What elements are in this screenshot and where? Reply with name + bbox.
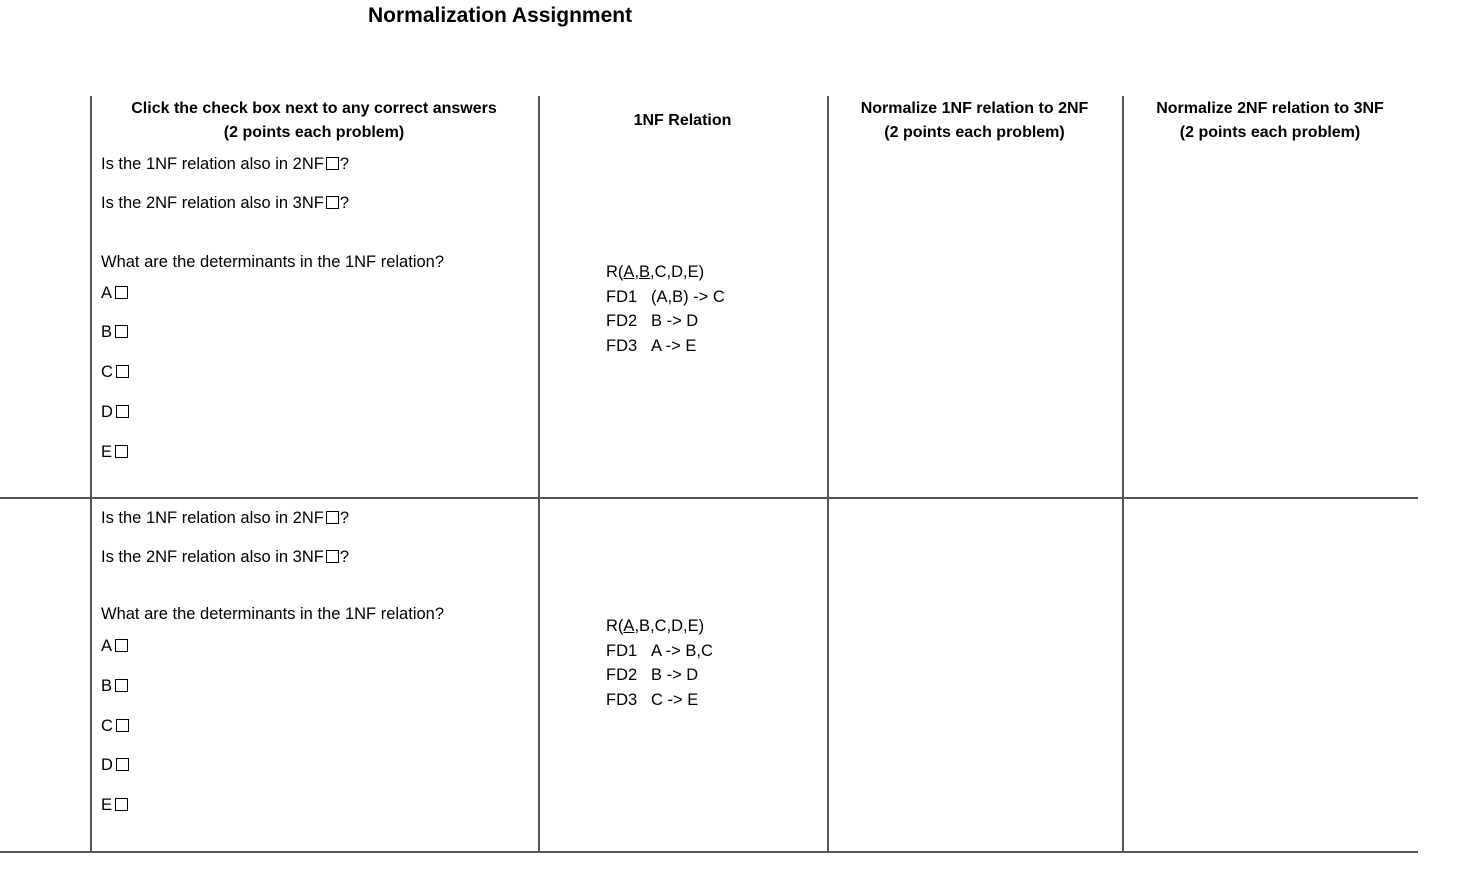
fd-label: FD2 <box>606 312 638 330</box>
key-attribute: B <box>639 263 651 281</box>
header-normalize-2nf <box>827 97 1122 145</box>
table-border-left <box>90 96 92 852</box>
option-label: B <box>101 323 113 341</box>
question-2nf <box>101 508 349 528</box>
relation-schema: R(A,B,C,D,E) <box>606 263 705 281</box>
page-title: Normalization Assignment <box>368 4 633 27</box>
option-label: A <box>101 637 113 655</box>
question-2nf-text: Is the 1NF relation also in 2NF <box>101 155 324 173</box>
relation-schema: R(A,B,C,D,E) <box>606 617 705 635</box>
fd-label: FD3 <box>606 336 638 355</box>
checkbox-3nf[interactable] <box>326 196 339 209</box>
checkbox-e[interactable] <box>115 445 128 458</box>
checkbox-b[interactable] <box>115 679 128 692</box>
functional-dependency <box>606 663 713 688</box>
question-mark: ? <box>339 548 350 566</box>
fd-expression: A -> E <box>651 336 697 355</box>
header-normalize-3nf-line1: Normalize 2NF relation to 3NF <box>1156 100 1384 117</box>
functional-dependency <box>606 334 725 359</box>
key-attribute: A <box>623 617 635 635</box>
key-attribute: A <box>623 263 635 281</box>
option-label: E <box>101 796 113 814</box>
fd-label: FD3 <box>606 690 638 709</box>
checkbox-d[interactable] <box>116 405 129 418</box>
table-border-col4 <box>1122 96 1124 852</box>
option-b <box>101 322 129 342</box>
option-label: C <box>101 717 113 735</box>
fd-label: FD2 <box>606 666 638 684</box>
question-3nf-text: Is the 2NF relation also in 3NF <box>101 548 324 566</box>
question-mark: ? <box>339 155 350 173</box>
option-d <box>101 402 130 422</box>
option-label: B <box>101 677 113 695</box>
table-border-col3 <box>827 96 829 852</box>
header-instructions-line2: (2 points each problem) <box>223 124 405 141</box>
fd-expression: B -> D <box>651 666 699 684</box>
option-b <box>101 676 129 696</box>
fd-expression: A -> B,C <box>651 641 713 660</box>
checkbox-d[interactable] <box>116 758 129 771</box>
checkbox-3nf[interactable] <box>326 550 339 563</box>
option-c <box>101 362 130 382</box>
problem-2-relation <box>606 614 713 712</box>
option-d <box>101 755 130 775</box>
fd-label: FD1 <box>606 641 638 660</box>
table-row-divider <box>0 497 1418 499</box>
checkbox-c[interactable] <box>116 719 129 732</box>
header-normalize-3nf <box>1122 97 1418 145</box>
checkbox-b[interactable] <box>115 325 128 338</box>
option-label: C <box>101 363 113 381</box>
question-mark: ? <box>339 509 350 527</box>
option-e <box>101 442 129 462</box>
checkbox-2nf[interactable] <box>326 511 339 524</box>
functional-dependency <box>606 639 713 664</box>
checkbox-e[interactable] <box>115 798 128 811</box>
option-label: E <box>101 443 113 461</box>
option-e <box>101 795 129 815</box>
option-label: D <box>101 756 113 774</box>
header-normalize-2nf-line2: (2 points each problem) <box>884 124 1065 141</box>
functional-dependency <box>606 688 713 713</box>
header-1nf-relation <box>538 109 827 133</box>
fd-expression: B -> D <box>651 312 699 330</box>
problem-1-relation <box>606 260 725 358</box>
option-a <box>101 283 129 303</box>
fd-label: FD1 <box>606 287 638 306</box>
fd-expression: C -> E <box>651 690 699 709</box>
fd-expression: (A,B) -> C <box>651 287 725 306</box>
option-c <box>101 716 130 736</box>
checkbox-a[interactable] <box>115 639 128 652</box>
header-instructions <box>90 97 538 145</box>
checkbox-2nf[interactable] <box>326 157 339 170</box>
header-normalize-2nf-line1: Normalize 1NF relation to 2NF <box>860 100 1089 117</box>
header-1nf-relation-label: 1NF Relation <box>633 112 732 129</box>
functional-dependency <box>606 309 725 334</box>
question-determinants: What are the determinants in the 1NF relation? <box>101 605 445 623</box>
option-label: A <box>101 284 113 302</box>
question-2nf-text: Is the 1NF relation also in 2NF <box>101 509 324 527</box>
checkbox-a[interactable] <box>115 286 128 299</box>
functional-dependency <box>606 285 725 310</box>
question-3nf <box>101 547 349 567</box>
option-a <box>101 636 129 656</box>
question-mark: ? <box>339 194 350 212</box>
question-determinants: What are the determinants in the 1NF relation? <box>101 253 445 271</box>
checkbox-c[interactable] <box>116 365 129 378</box>
option-label: D <box>101 403 113 421</box>
header-normalize-3nf-line2: (2 points each problem) <box>1179 124 1361 141</box>
table-border-col2 <box>538 96 540 852</box>
question-2nf <box>101 154 349 174</box>
question-3nf-text: Is the 2NF relation also in 3NF <box>101 194 324 212</box>
question-3nf <box>101 193 349 213</box>
table-bottom-border <box>0 851 1418 853</box>
header-instructions-line1: Click the check box next to any correct answers <box>131 100 497 117</box>
